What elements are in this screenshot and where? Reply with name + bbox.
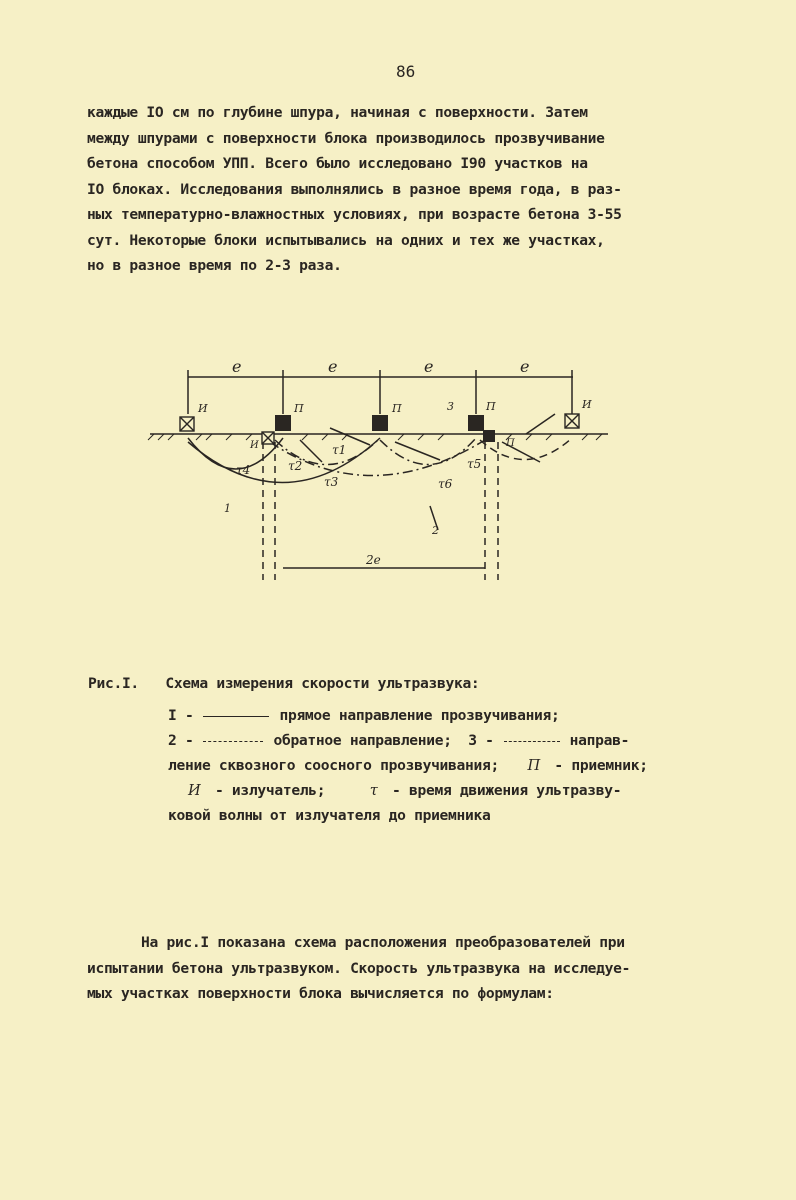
text-line: На рис.I показана схема расположения преобразователей при [141, 934, 625, 951]
legend-text: обратное направление; [273, 732, 452, 749]
legend-text: - время движения ультразву- [392, 782, 622, 799]
receiver-label: П [486, 400, 496, 413]
text-line: но в разное время по 2-3 раза. [87, 257, 342, 274]
curve-number: 3 [447, 400, 454, 413]
receiver-block [275, 415, 291, 431]
legend-text: ковой волны от излучателя до приемника [168, 807, 491, 824]
text-line: между шпурами с поверхности блока производилось прозвучивание [87, 129, 605, 147]
text-line: ных температурно-влажностных условиях, при возрасте бетона 3-55 [87, 206, 622, 223]
emitter-label: И [198, 402, 208, 415]
receiver-block [468, 415, 484, 431]
tau-label: τ4 [236, 463, 251, 477]
spacing-label: e [328, 357, 338, 376]
dashed-line-sample [504, 741, 560, 742]
curve-number: 1 [224, 502, 231, 515]
text-line: испытании бетона ультразвуком. Скорость ультразвука на исследуе- [87, 959, 631, 977]
receiver-block [483, 430, 495, 442]
curve-reverse-2 [380, 438, 476, 465]
emitter-label: И [250, 440, 259, 451]
intro-paragraph [87, 100, 717, 279]
ultrasound-scheme-diagram [140, 350, 620, 600]
receivers [275, 415, 495, 442]
legend-number: 2 - [168, 732, 194, 749]
legend-number: I - [168, 707, 194, 724]
receiver-label: П [506, 438, 515, 449]
legend-text: ление сквозного соосного прозвучивания; [168, 757, 499, 774]
legend-text: - приемник; [554, 757, 648, 774]
curve-number: 2 [432, 524, 439, 537]
legend-text: направ- [569, 732, 630, 749]
legend-text: - излучатель; [214, 782, 326, 799]
receiver-label: П [294, 402, 304, 415]
text-line: сут. Некоторые блоки испытывались на одних и тех же участках, [87, 231, 605, 249]
tau-symbol: τ [369, 782, 378, 799]
tau-label: τ3 [324, 475, 339, 489]
receiver-label: П [392, 402, 402, 415]
caption-title: Схема измерения скорости ультразвука: [165, 675, 480, 692]
page-number: 86 [396, 62, 416, 81]
tau-label: τ5 [467, 457, 482, 471]
legend-text: прямое направление прозвучивания; [279, 707, 560, 724]
figure-label: Рис.I. [88, 675, 139, 692]
text-line: каждые IO см по глубине шпура, начиная с поверхности. Затем [87, 104, 588, 121]
emitter-symbol: И [188, 782, 201, 799]
spacing-label: e [232, 357, 242, 376]
receiver-symbol: П [527, 757, 540, 774]
double-spacing-label: 2e [366, 553, 381, 567]
curve-direct-long [188, 438, 380, 483]
emitter-label: И [582, 398, 592, 411]
spacing-label: e [424, 357, 434, 376]
ground-hatching [148, 434, 602, 440]
body-paragraph [87, 930, 717, 1007]
text-line: бетона способом УПП. Всего было исследовано I90 участков на [87, 155, 588, 172]
legend-number: 3 - [468, 732, 494, 749]
dashdot-line-sample [203, 741, 263, 742]
text-line: мых участках поверхности блока вычисляется по формулам: [87, 985, 554, 1002]
spacing-label: e [520, 357, 530, 376]
solid-line-sample [203, 716, 269, 717]
tau-label: τ1 [332, 443, 347, 457]
tau-label: τ6 [438, 477, 453, 491]
text-line: IO блоках. Исследования выполнялись в разное время года, в раз- [87, 180, 622, 198]
tau-label: τ2 [288, 459, 303, 473]
receiver-block [372, 415, 388, 431]
